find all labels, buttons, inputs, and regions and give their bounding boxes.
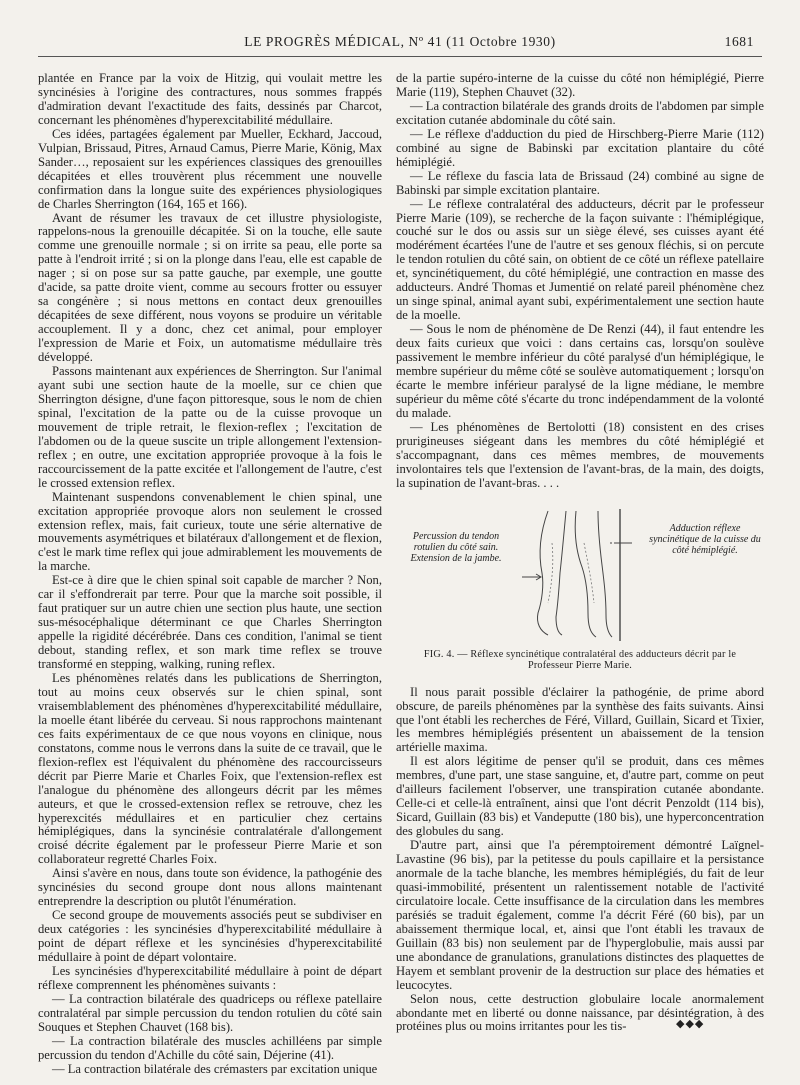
paragraph: Les syncinésies d'hyperexcitabilité médullaire à point de départ réflexe comprennent les phénomènes suivants : [38, 964, 382, 992]
right-column [396, 72, 764, 1034]
paragraph: — La contraction bilatérale des grands droits de l'abdomen par simple excitation cutanée abdominale du côté sain. [396, 98, 764, 127]
page-number: 1681 [724, 34, 754, 49]
paragraph: Il nous parait possible d'éclairer la pathogénie, de prime abord obscure, de pareils phénomènes par la synthèse des faits suivants. Ainsi que l'ont établi les recherches de Féré, Villard, Guillain, Sicard et Tixier, les membres hémiplégiés présentent un abaissement de la tension artérielle maxima. [396, 684, 764, 755]
paragraph: Maintenant suspendons convenablement le chien spinal, une excitation appropriée provoque alors non seulement le crossed extension reflex, mais, fait curieux, toute une série alternative de mouvements asymétriques et bilatéraux d'allongement et de flexion, c'est le mark time reflex qui joue admirablement les mouvements de la marche. [38, 489, 382, 574]
paragraph: — Le réflexe contralatéral des adducteurs, décrit par le professeur Pierre Marie (109), se recherche de la façon suivante : l'hémiplégique, couché sur le dos ou assis sur un siège élevé, ses cuisses ayant été modérément écartées l'une de l'autre et ses genoux fléchis, si on percute le tendon rotulien du côté sain, on obtient de ce côté un réflexe patellaire et, syncinétiquement, du côté hémiplégié, une contraction en masse des adducteurs. André Thomas et Jumentié on relaté pareil phénomène chez un singe spinal, animal ayant subi, expérimentalement une section haute de la moelle. [396, 196, 764, 323]
paragraph: de la partie supéro-interne de la cuisse du côté non hémiplégié, Pierre Marie (119), Stephen Chauvet (32). [396, 71, 764, 99]
paragraph: — La contraction bilatérale des muscles achilléens par simple percussion du tendon d'Achille du côté sain, Déjerine (41). [38, 1033, 382, 1062]
figure-caption: FIG. 4. — Réflexe syncinétique contralatéral des adducteurs décrit par le Professeur Pierre Marie. [423, 648, 737, 672]
paragraph: — La contraction bilatérale des quadriceps ou réflexe patellaire contralatéral par simple percussion du tendon rotulien du côté sain Souques et Stephen Chauvet (168 bis). [38, 991, 382, 1034]
running-header [38, 34, 762, 57]
paragraph: Ces idées, partagées également par Mueller, Eckhard, Jaccoud, Vulpian, Brissaud, Pitres, Arnaud Camus, Pierre Marie, König, Max Sander…, reposaient sur les expériences classiques des grenouilles décapitées et elles trouvèrent plus récemment une nouvelle confirmation dans la longue suite des expériences physiologiques de Charles Sherrington (164, 165 et 166). [38, 126, 382, 211]
paragraph: — Le réflexe d'adduction du pied de Hirschberg-Pierre Marie (112) combiné au signe de Babinski par excitation plantaire du côté hémiplégié. [396, 126, 764, 169]
paragraph: — Les phénomènes de Bertolotti (18) consistent en des crises prurigineuses siégeant dans les membres du côté hémiplégié et s'accompagnant, dans ces mêmes membres, de mouvements involontaires tels que l'extension de l'avant-bras, de la main, des doigts, la supination de l'avant-bras. . . . [396, 419, 764, 490]
paragraph: Il est alors légitime de penser qu'il se produit, dans ces mêmes membres, d'une part, une stase sanguine, et, d'autre part, comme on peut d'ailleurs facilement l'observer, une transpiration cutanée abondante. Celle-ci et celle-là entraînent, ainsi que l'ont décrit Penzoldt (114 bis), Sicard, Guillain (83 bis) et Vandeputte (180 bis), une hyperconcentration des globules du sang. [396, 754, 764, 839]
paragraph: Est-ce à dire que le chien spinal soit capable de marcher ? Non, car il s'effondrerait par terre. Pour que la marche soit possible, il faut pratiquer sur un autre chien une section plus haute, une section sus-mésocéphalique déterminant ce que Charles Sherrington appelle la rigidité décérébrée. Dans ces condition, l'animal se tient debout, standing reflex, et son mark time reflex se trouve transformé en stepping, walking, runing reflex. [38, 573, 382, 672]
running-title: LE PROGRÈS MÉDICAL, Nº 41 (11 Octobre 1930) [244, 34, 556, 49]
paragraph: Les phénomènes relatés dans les publications de Sherrington, tout au moins ceux observés sur le chien spinal, sont vraisemblablement des phénomènes d'hyperexcitabilité médullaire, la moelle étant libérée du cerveau. Si nous rapprochons maintenant ces faits expérimentaux de ce que nous voyons en clinique, nous constatons, comme nous le verrons dans la suite de ce travail, que le flexion-reflex est l'équivalent du phénomène des raccourcisseurs décrit par Pierre Marie et Charles Foix, que l'extension-reflex est l'analogue du phénomène des allongeurs décrit par les mêmes auteurs, et que le crossed-extension reflex se retrouve, chez les hyperexcités médullaires et en particulier chez certains hémiplégiques, dans la syncinésie contralatérale d'allongement croisé décrite également par le professeur Pierre Marie et son collaborateur regretté Charles Foix. [38, 670, 382, 867]
continuation-mark: ◆◆◆ [676, 1018, 705, 1030]
paragraph: — La contraction bilatérale des crémasters par excitation unique [52, 1061, 378, 1076]
figure-label-right: Adduction réflexe syncinétique de la cuisse du côté hémiplégié. [649, 522, 761, 556]
paragraph: D'autre part, ainsi que l'a péremptoirement démontré Laïgnel-Lavastine (96 bis), par la petitesse du pouls capillaire et la persistance anormale de la tache blanche, les membres hémiplégiés, du fait de leur quasi-immobilité, présentent un ralentissement notable de l'activité circulatoire locale. Cette insuffisance de la circulation dans les membres parésiés se traduit également, comme l'a décrit Féré (60 bis), par un abaissement thermique local, et, ainsi que l'ont établi les travaux de Guillain (83 bis) non seulement par de l'hyperglobulie, mais aussi par une abondance de granulations, granulations distinctes des plaquettes de Hayem et semblant provenir de la destruction sur place des hématies et leucocytes. [396, 838, 764, 992]
figure-label-left: Percussion du tendon rotulien du côté sain. Extension de la jambe. [410, 530, 502, 564]
paragraph: Passons maintenant aux expériences de Sherrington. Sur l'animal ayant subi une section haute de la moelle, sur ce chien que Sherrington désigne, d'une façon pittoresque, sous le nom de chien spinal, l'excitation de la patte ou de la cuisse provoque un mouvement de triple retrait, le flexion-reflex ; l'excitation de l'abdomen ou de la queue suscite un triple allongement l'extension-reflex ; en outre, une excitation appropriée provoque à la fois le raccourcissement de la patte excitée et l'allongement de l'autre, c'est le crossed extension reflex. [38, 364, 382, 490]
figure-4 [396, 503, 764, 643]
left-column [38, 72, 382, 1077]
paragraph: Ainsi s'avère en nous, dans toute son évidence, la pathogénie des syncinésies du second groupe dont nous allons maintenant entreprendre la description ou plutôt l'énumération. [38, 866, 382, 909]
paragraph: Ce second groupe de mouvements associés peut se subdiviser en deux catégories : les syncinésies d'hyperexcitabilité médullaire à point de départ réflexe et les syncinésies d'hyperexcitabilité médullaire à point de départ volontaire. [38, 908, 382, 965]
paragraph: Avant de résumer les travaux de cet illustre physiologiste, rappelons-nous la grenouille décapitée. Si on la touche, elle saute comme une grenouille normale ; si on irrite sa peau, elle porte sa patte à l'endroit irrité ; si on la plonge dans l'eau, elle est capable de nager ; si on pose sur sa patte gauche, par exemple, une goutte d'acide, sa patte droite vient, comme au secours frotter ou essuyer sa congénère ; si nous mettons en contact deux grenouilles décapitées de sexe différent, nous voyons se produire un véritable accouplement. Il y a donc, chez cet animal, pour employer l'expression de Marie et Foix, un automatisme médullaire très développé. [38, 210, 382, 365]
paragraph: Selon nous, cette destruction globulaire locale anormalement abondante met en liberté ou donne naissance, par désintégration, à des protéines plus ou moins irritantes pour les tis- [396, 991, 764, 1034]
paragraph: — Le réflexe du fascia lata de Brissaud (24) combiné au signe de Babinski par simple excitation plantaire. [396, 168, 764, 197]
paragraph: plantée en France par la voix de Hitzig, qui voulait mettre les syncinésies à l'origine des contractures, nous sommes frappés d'admiration devant l'exactitude des faits, dessinés par Charcot, concernant les phénomènes d'hyperexcitabilité médullaire. [38, 71, 382, 127]
legs-illustration [518, 503, 642, 643]
paragraph: — Sous le nom de phénomène de De Renzi (44), il faut entendre les deux faits curieux que voici : dans certains cas, lorsqu'on soulève passivement le membre inférieur du côté paralysé d'un hémiplégique, le membre supérieur du même côté se soulève automatiquement ; lorsqu'on écarte le membre inférieur paralysé de la ligne médiane, le membre supérieur du même côté s'écarte du tronc indépendamment de la volonté du malade. [396, 322, 764, 420]
